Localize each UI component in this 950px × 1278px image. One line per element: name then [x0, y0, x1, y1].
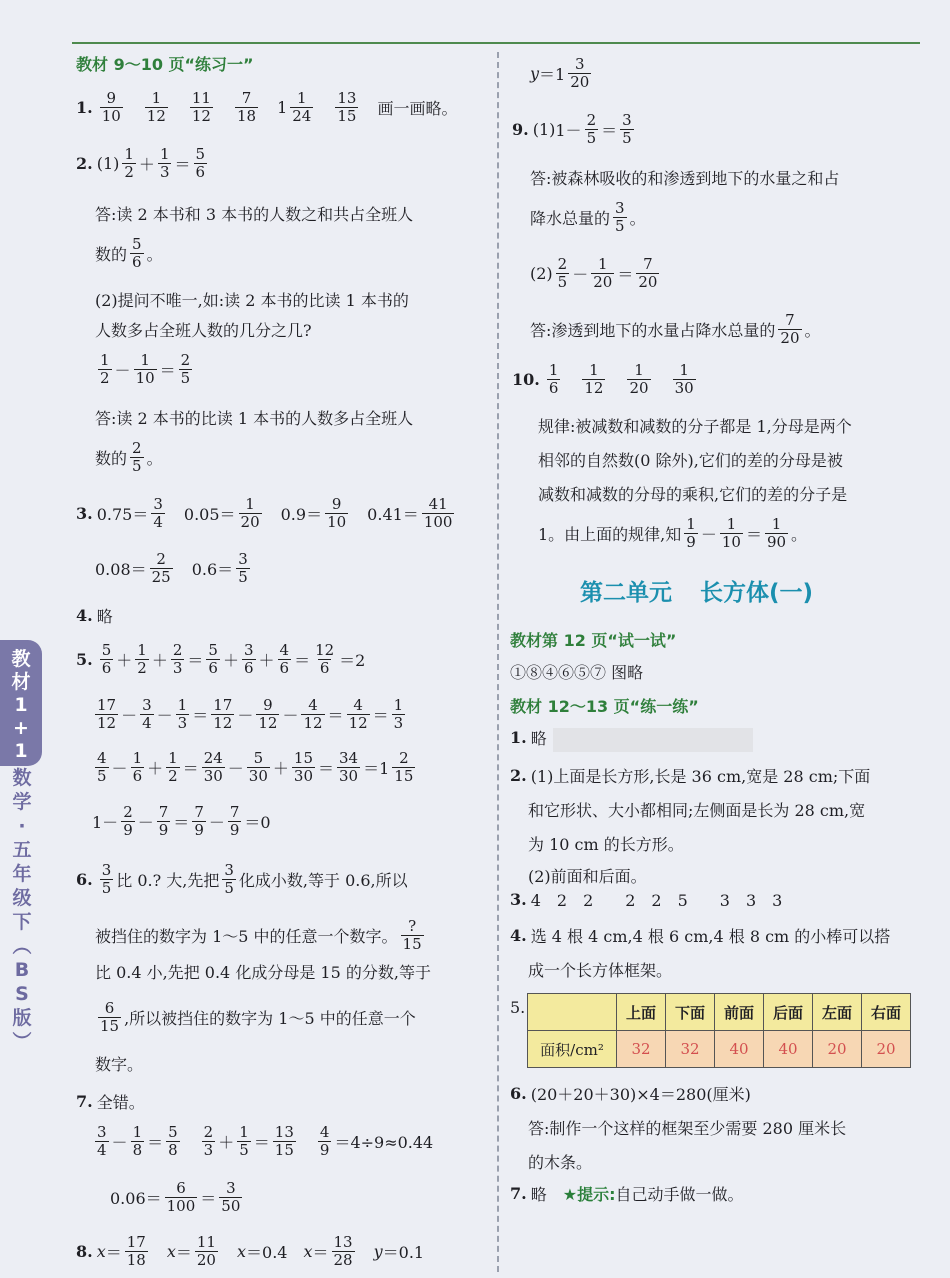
q5-line4: 1－ 2 9 － 7 9 ＝ 7 9 － 7 9 ＝0 — [92, 803, 271, 839]
e6-line2: 答:制作一个这样的框架至少需要 280 厘米长 — [528, 1119, 847, 1138]
text: 化成小数,等于 0.6,所以 — [238, 871, 408, 890]
text: (2) — [530, 264, 553, 283]
q4 — [76, 604, 113, 627]
q2-part2a: (2)提问不唯一,如:读 2 本书的比读 1 本书的 — [95, 291, 409, 310]
q6-line2: 被挡住的数字为 1～5 中的任意一个数字。 ? 15 — [95, 917, 422, 953]
q8-continued: y ＝1 3 20 — [530, 55, 590, 91]
title-char: S — [15, 983, 29, 1005]
fraction: 9 10 — [101, 89, 121, 125]
e5-number: 5. — [510, 998, 526, 1017]
text: 数的 — [95, 449, 128, 468]
try-answer: ①⑧④⑥⑤⑦ 图略 — [510, 663, 644, 682]
q7-line2: 3 4 － 1 8 ＝ 5 8 2 3 ＋ 1 5 ＝ 13 15 4 9 ＝4÷9≈0.44 — [97, 1123, 434, 1159]
top-rule — [72, 42, 920, 44]
e2-line3: 为 10 cm 的长方形。 — [528, 835, 684, 854]
table-header: 左面 — [813, 994, 862, 1031]
side-tab — [0, 640, 42, 766]
unit-heading — [580, 574, 813, 607]
e1-number: 1. — [510, 728, 527, 747]
q4-number: 4. — [76, 606, 93, 625]
e4-line2: 成一个长方体框架。 — [528, 961, 673, 980]
q5-line3: 4 5 － 1 6 ＋ 1 2 ＝ 24 30 － 5 30 ＋ 15 30 ＝ 34 30 ＝1 2 15 — [97, 749, 414, 785]
fraction: 11 12 — [191, 89, 211, 125]
q2-answer1a: 答:读 2 本书和 3 本书的人数之和共占全班人 — [95, 205, 414, 224]
e6-line1 — [510, 1082, 751, 1105]
e1 — [510, 726, 547, 749]
text: 降水总量的 — [530, 209, 611, 228]
title-char: 年 — [12, 863, 32, 885]
text: ,所以被挡住的数字为 1～5 中的任意一个 — [124, 1009, 416, 1028]
tab-char: + — [13, 717, 29, 739]
table-cell: 20 — [862, 1031, 911, 1068]
table-header: 后面 — [764, 994, 813, 1031]
q6-line1: 6. 3 5 比 0.? 大,先把 3 5 化成小数,等于 0.6,所以 — [76, 861, 408, 897]
q9-answer1a: 答:被森林吸收的和渗透到地下的水量之和占 — [530, 169, 840, 188]
tip-label: ★提示: — [562, 1185, 616, 1204]
table-corner — [528, 994, 617, 1031]
q4-text: 略 — [96, 607, 113, 626]
q7 — [76, 1090, 145, 1113]
q6-line5: 数字。 — [95, 1055, 144, 1074]
vertical-book-title — [4, 766, 40, 1054]
table-row-label: 面积/cm² — [528, 1031, 617, 1068]
q7-number: 7. — [76, 1092, 93, 1111]
e3-text: 4 2 2 2 2 5 3 3 3 — [530, 891, 783, 910]
q5-line2: 17 12 － 3 4 － 1 3 ＝ 17 12 － 9 12 － 4 12 ＝ 4 12 ＝ 1 3 — [97, 696, 404, 732]
q2-part2b: 人数多占全班人数的几分之几? — [95, 321, 312, 340]
e4-number: 4. — [510, 926, 527, 945]
table-header-row — [528, 994, 911, 1031]
q10-line1: 10. 1 6 1 12 1 20 1 30 — [512, 361, 694, 397]
q2-line1: 2. (1) 1 2 ＋ 1 3 ＝ 5 6 — [76, 145, 206, 181]
title-char: 数 — [12, 767, 32, 789]
text: (1)上面是长方形,长是 36 cm,宽是 28 cm;下面 — [530, 767, 871, 786]
q1-tail: 画一画略。 — [377, 99, 458, 118]
section-heading-practice: 教材 12～13 页“练一练” — [510, 697, 699, 716]
q10-number: 10. — [512, 370, 540, 389]
q9-answer1b: 降水总量的 3 5 。 — [530, 199, 646, 235]
section-heading-exercise-1: 教材 9～10 页“练习一” — [76, 55, 254, 74]
q3-number: 3. — [76, 504, 93, 523]
q5-line1: 5. 5 6 ＋ 1 2 ＋ 2 3 ＝ 5 6 ＋ 3 6 ＋ 4 6 ＝ 12 6 ＝2 — [76, 641, 366, 677]
table-cell: 32 — [666, 1031, 715, 1068]
q6-number: 6. — [76, 870, 93, 889]
e1-text: 略 — [530, 729, 547, 748]
tab-char: 教 — [11, 648, 31, 670]
text: 1。由上面的规律,知 — [538, 525, 682, 544]
table-header: 右面 — [862, 994, 911, 1031]
table-cell: 40 — [715, 1031, 764, 1068]
title-char: 下 — [12, 911, 32, 933]
fraction: 7 18 — [236, 89, 257, 125]
text: (20＋20＋30)×4＝280(厘米) — [530, 1085, 751, 1104]
title-char: ︵ — [12, 935, 32, 957]
e2-line2: 和它形状、大小都相同;左侧面是长为 28 cm,宽 — [528, 801, 866, 820]
q9-part2: (2) 2 5 － 1 20 ＝ 7 20 — [530, 255, 658, 291]
e3-number: 3. — [510, 890, 527, 909]
q1-number: 1. — [76, 98, 93, 117]
q9-answer2: 答:渗透到地下的水量占降水总量的 7 20 。 — [530, 311, 821, 347]
area-table — [527, 993, 911, 1068]
tip-text: 自己动手做一做。 — [615, 1185, 744, 1204]
q9-number: 9. — [512, 120, 529, 139]
text: (1) — [532, 120, 556, 139]
table-cell: 20 — [813, 1031, 862, 1068]
q8: 8. x ＝ 17 18 x ＝ 11 20 x ＝0.4 x ＝ 13 28 y ＝0.1 — [76, 1233, 425, 1269]
q6-line3: 比 0.4 小,先把 0.4 化成分母是 15 的分数,等于 — [95, 963, 431, 982]
q2-answer1b: 数的 5 6 。 — [95, 235, 163, 271]
q7-text: 全错。 — [96, 1093, 145, 1112]
section-heading-try: 教材第 12 页“试一试” — [510, 631, 677, 650]
q10-rule4: 1。由上面的规律,知 1 9 － 1 10 ＝ 1 90 。 — [538, 515, 808, 551]
e6-line3: 的木条。 — [528, 1153, 593, 1172]
q5-number: 5. — [76, 650, 93, 669]
q10-rule1: 规律:被减数和减数的分子都是 1,分母是两个 — [538, 417, 852, 436]
q2-answer2b: 数的 2 5 。 — [95, 439, 163, 475]
fraction: 13 15 — [337, 89, 357, 125]
q7-line3: 0.06＝ 6 100 ＝ 3 50 — [110, 1179, 241, 1215]
title-char: 五 — [12, 839, 32, 861]
q2-equation2: 1 2 － 1 10 ＝ 2 5 — [100, 351, 191, 387]
tab-char: 1 — [14, 740, 28, 762]
e6-number: 6. — [510, 1084, 527, 1103]
smudge — [553, 728, 753, 752]
table-header: 上面 — [617, 994, 666, 1031]
text: 被挡住的数字为 1～5 中的任意一个数字。 — [95, 927, 398, 946]
fraction: 1 24 — [292, 89, 312, 125]
text: 选 4 根 4 cm,4 根 6 cm,4 根 8 cm 的小棒可以搭 — [530, 927, 891, 946]
q10-rule3: 减数和减数的分母的乘积,它们的差的分子是 — [538, 485, 848, 504]
e4-line1 — [510, 924, 890, 947]
q10-rule2: 相邻的自然数(0 除外),它们的差的分母是被 — [538, 451, 843, 470]
unit-title: 长方体(一) — [700, 580, 814, 606]
title-char: B — [14, 959, 30, 981]
table-header: 下面 — [666, 994, 715, 1031]
text: 答:渗透到地下的水量占降水总量的 — [530, 321, 776, 340]
table-header: 前面 — [715, 994, 764, 1031]
title-char: ︶ — [12, 1031, 32, 1053]
q2-answer2a: 答:读 2 本书的比读 1 本书的人数多占全班人 — [95, 409, 414, 428]
column-divider — [497, 52, 499, 1272]
title-char: 级 — [12, 887, 32, 909]
text: 数的 — [95, 245, 128, 264]
table-cell: 40 — [764, 1031, 813, 1068]
q3-line2: 0.08＝ 2 25 0.6＝ 3 5 — [95, 550, 248, 586]
e2-line4: (2)前面和后面。 — [528, 867, 647, 886]
title-char: 学 — [12, 791, 32, 813]
table-cell: 32 — [617, 1031, 666, 1068]
e7 — [510, 1182, 743, 1205]
q3-line1: 3. 0.75＝ 3 4 0.05＝ 1 20 0.9＝ 9 10 0.41＝ 41 100 — [76, 495, 453, 531]
e7-text: 略 — [530, 1185, 547, 1204]
q2-number: 2. — [76, 154, 93, 173]
q2-part1: (1) — [96, 154, 120, 173]
table-row — [528, 1031, 911, 1068]
q8-number: 8. — [76, 1242, 93, 1261]
fraction: 1 12 — [146, 89, 166, 125]
text: 比 0.? 大,先把 — [116, 871, 220, 890]
q9-line1: 9. (1) 1－ 2 5 ＝ 3 5 — [512, 111, 632, 147]
e3 — [510, 888, 782, 911]
q6-line4: 6 15 ,所以被挡住的数字为 1～5 中的任意一个 — [100, 999, 416, 1035]
e2-number: 2. — [510, 766, 527, 785]
q1: 1. 9 10 1 12 11 12 7 18 1 1 24 13 15 画一画略。 — [76, 89, 458, 125]
e2-line1 — [510, 764, 870, 787]
title-char: 版 — [12, 1007, 32, 1029]
tab-char: 1 — [14, 694, 28, 716]
unit-number: 第二单元 — [580, 580, 672, 606]
title-char: · — [18, 815, 26, 837]
e7-number: 7. — [510, 1184, 527, 1203]
tab-char: 材 — [11, 671, 31, 693]
